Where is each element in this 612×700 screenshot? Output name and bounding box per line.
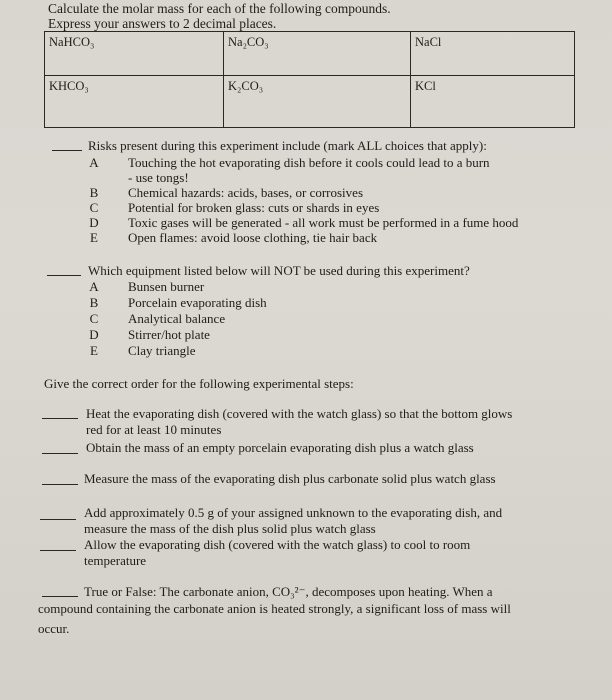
true-false-line-1: True or False: The carbonate anion, CO₃²⁻, decomposes upon heating. When a [84, 584, 493, 599]
choice-letter: E [90, 230, 98, 245]
equipment-choice-b: Porcelain evaporating dish [128, 295, 267, 310]
molar-mass-table [44, 31, 575, 128]
risk-choice-a: Touching the hot evaporating dish before it cools could lead to a burn [128, 155, 490, 170]
answer-blank-equipment[interactable] [47, 265, 81, 276]
choice-letter: D [89, 215, 99, 230]
risk-choice-c: Potential for broken glass: cuts or shards in eyes [128, 200, 380, 215]
cell-na2co3[interactable]: Na₂CO₃ [224, 32, 411, 76]
answer-blank-step-4[interactable] [40, 509, 76, 520]
choice-letter: B [89, 185, 99, 200]
answer-blank-true-false[interactable] [42, 586, 78, 597]
answer-blank-step-3[interactable] [42, 474, 78, 485]
step-cool-cont: temperature [84, 553, 147, 568]
risk-choice-b: Chemical hazards: acids, bases, or corrosives [128, 185, 364, 200]
equipment-prompt: Which equipment listed below will NOT be used during this experiment? [88, 263, 470, 278]
step-add-unknown: Add approximately 0.5 g of your assigned unknown to the evaporating dish, and [84, 505, 503, 520]
risk-choice-e: Open flames: avoid loose clothing, tie hair back [128, 230, 378, 245]
step-heat: Heat the evaporating dish (covered with the watch glass) so that the bottom glows [86, 406, 513, 421]
risks-prompt: Risks present during this experiment include (mark ALL choices that apply): [88, 138, 487, 153]
cell-nahco3[interactable]: NaHCO₃ [45, 32, 224, 76]
table-row [45, 76, 575, 128]
step-cool: Allow the evaporating dish (covered with the watch glass) to cool to room [84, 537, 471, 552]
choice-letter: D [89, 327, 99, 342]
risk-choice-d: Toxic gases will be generated - all work must be performed in a fume hood [128, 215, 519, 230]
true-false-line-3: occur. [38, 621, 70, 636]
step-heat-cont: red for at least 10 minutes [86, 422, 222, 437]
instructions-line-1: Calculate the molar mass for each of the following compounds. [48, 1, 391, 16]
choice-letter: A [89, 279, 99, 294]
cell-kcl[interactable]: KCl [411, 76, 575, 128]
order-prompt: Give the correct order for the following experimental steps: [44, 376, 354, 391]
answer-blank-risks[interactable] [52, 140, 82, 151]
equipment-choice-c: Analytical balance [128, 311, 226, 326]
instructions-line-2: Express your answers to 2 decimal places. [48, 16, 277, 31]
equipment-choice-d: Stirrer/hot plate [128, 327, 210, 342]
table-row [45, 32, 575, 76]
equipment-choice-e: Clay triangle [128, 343, 196, 358]
answer-blank-step-2[interactable] [42, 443, 78, 454]
risk-choice-a-cont: - use tongs! [128, 170, 189, 185]
equipment-choice-a: Bunsen burner [128, 279, 205, 294]
cell-k2co3[interactable]: K₂CO₃ [224, 76, 411, 128]
choice-letter: A [89, 155, 99, 170]
cell-khco3[interactable]: KHCO₃ [45, 76, 224, 128]
choice-letter: E [90, 343, 98, 358]
choice-letter: C [89, 200, 99, 215]
true-false-line-2: compound containing the carbonate anion is heated strongly, a significant loss of mass will [38, 601, 511, 616]
step-measure-mass: Measure the mass of the evaporating dish plus carbonate solid plus watch glass [84, 471, 496, 486]
choice-letter: B [89, 295, 99, 310]
step-add-unknown-cont: measure the mass of the dish plus solid plus watch glass [84, 521, 376, 536]
step-obtain-mass: Obtain the mass of an empty porcelain evaporating dish plus a watch glass [86, 440, 474, 455]
choice-letter: C [89, 311, 99, 326]
answer-blank-step-5[interactable] [40, 540, 76, 551]
cell-nacl[interactable]: NaCl [411, 32, 575, 76]
answer-blank-step-1[interactable] [42, 408, 78, 419]
